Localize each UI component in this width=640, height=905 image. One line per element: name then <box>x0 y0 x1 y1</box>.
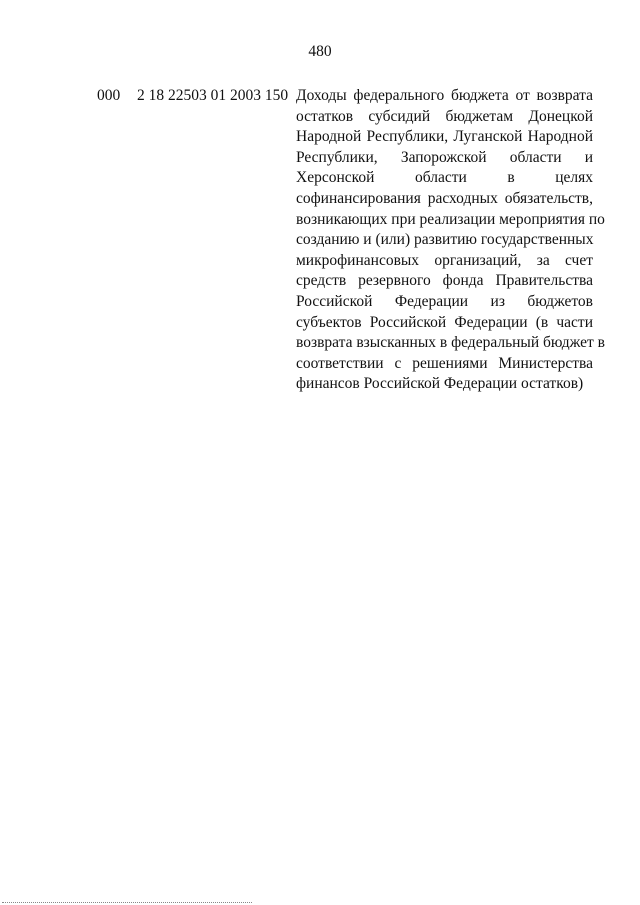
administrator-code: 000 <box>97 87 121 104</box>
scan-edge-divider <box>2 901 252 903</box>
description-line: финансов Российской Федерации остатков) <box>296 375 584 393</box>
description-line: соответствии с решениями Министерства <box>296 354 593 372</box>
description-line: субъектов Российской Федерации (в части <box>296 313 593 331</box>
description-line: Народной Республики, Луганской Народной <box>296 128 593 146</box>
description-line: микрофинансовых организаций, за счет <box>296 251 593 269</box>
income-description <box>296 86 605 395</box>
description-line: Республики, Запорожской области и <box>296 148 593 166</box>
description-line: созданию и (или) развитию государственных <box>296 231 594 249</box>
description-line: Доходы федерального бюджета от возврата <box>296 87 593 104</box>
description-line: возникающих при реализации мероприятия по <box>296 210 605 228</box>
page-number: 480 <box>308 43 332 60</box>
description-line: Российской Федерации из бюджетов <box>296 292 593 310</box>
description-line: Херсонской области в целях <box>296 169 593 187</box>
description-line: возврата взысканных в федеральный бюджет в <box>296 334 605 352</box>
description-line: остатков субсидий бюджетам Донецкой <box>296 107 593 125</box>
description-line: софинансирования расходных обязательств, <box>296 189 593 207</box>
budget-classification-code: 2 18 22503 01 2003 150 <box>137 87 289 104</box>
description-line: средств резервного фонда Правительства <box>296 272 593 290</box>
